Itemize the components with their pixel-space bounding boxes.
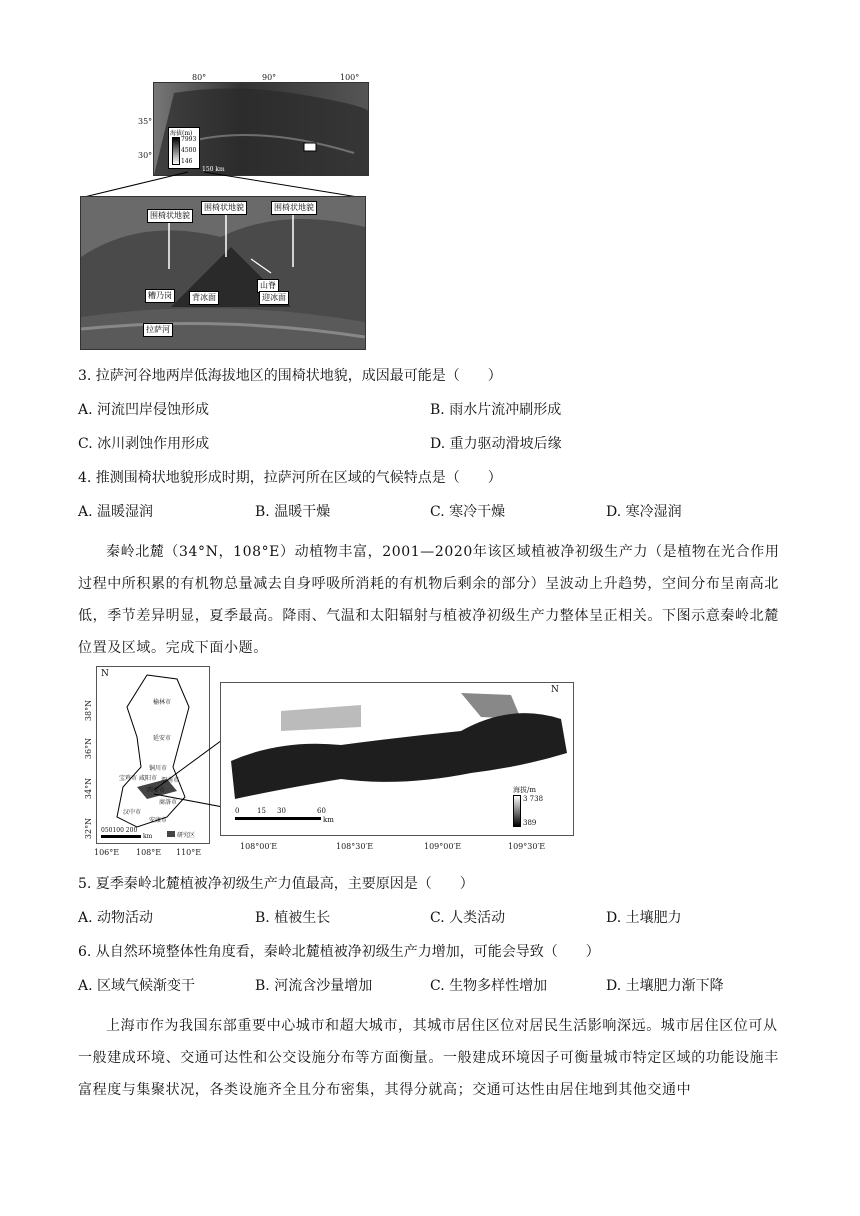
lon-tick: 80° [192,73,207,82]
scale-unit: km [143,833,153,840]
q6-option-d[interactable]: D. 土壤肥力渐下降 [606,978,724,994]
scale-bar [101,835,141,838]
elev-max: 3 738 [523,795,544,803]
city-hanzhong: 汉中市 [123,809,142,816]
question-5-stem: 5. 夏季秦岭北麓植被净初级生产力值最高，主要原因是（ ） [78,876,474,892]
lat-tick: 38°N [84,699,94,722]
lon-tick: 110°E [176,848,202,857]
north-arrow: N [101,669,109,679]
q5-option-b[interactable]: B. 植被生长 [255,910,331,926]
legend-mid: 4500 [181,147,197,154]
right-scale-bar [235,817,321,820]
q6-option-b[interactable]: B. 河流含沙量增加 [255,978,373,994]
elev-title: 海拔/m [513,786,536,794]
city-shangluo: 商洛市 [159,799,178,806]
lon-tick: 106°E [94,848,120,857]
right-lon-tick: 109°30′E [508,842,546,851]
q6-option-a[interactable]: A. 区域气候渐变干 [78,978,196,994]
legend-max: 7993 [181,136,197,143]
q3-option-b[interactable]: B. 雨水片流冲刷形成 [430,402,562,418]
q6-option-c[interactable]: C. 生物多样性增加 [430,978,548,994]
lat-tick: 30° [138,151,153,160]
q5-option-c[interactable]: C. 人类活动 [430,910,506,926]
q4-option-d[interactable]: D. 寒冷湿润 [606,504,682,520]
lat-tick: 36°N [84,737,94,760]
right-lon-tick: 108°00′E [240,842,278,851]
q5-option-d[interactable]: D. 土壤肥力 [606,910,682,926]
city-xian: 西安市 [147,787,166,794]
city-baoji: 宝鸡市 [119,775,138,782]
label-stoss-side: 迎冰面 [259,291,289,305]
q4-option-b[interactable]: B. 温暖干燥 [255,504,331,520]
q3-option-c[interactable]: C. 冰川剥蚀作用形成 [78,436,210,452]
legend-title: 海拔(m) [170,130,193,137]
legend-study-label: 研究区 [177,832,196,839]
figure-study-area-map [220,682,574,836]
label-armchair-2: 围椅状地貌 [201,201,247,215]
lat-tick: 34°N [84,777,94,800]
right-lon-tick: 108°30′E [336,842,374,851]
scale-numbers: 050100 200 [101,827,138,834]
city-yanan: 延安市 [153,735,172,742]
legend-study-swatch [167,831,175,837]
right-scale-60: 60 [317,807,326,815]
q5-option-a[interactable]: A. 动物活动 [78,910,154,926]
label-lee-side: 背冰面 [189,291,219,305]
label-armchair-3: 围椅状地貌 [271,201,317,215]
q3-option-a[interactable]: A. 河流凹岸侵蚀形成 [78,402,210,418]
elev-min: 389 [523,819,537,827]
scale-bar: 150 km [202,166,225,173]
city-ankang: 安康市 [149,817,168,824]
city-xianyang: 咸阳市 [139,775,158,782]
passage-qinling: 秦岭北麓（34°N，108°E）动植物丰富，2001—2020年该区域植被净初级生产力（是植物在光合作用过程中所积累的有机物总量减去自身呼吸所消耗的有机物后剩余的部分）呈波动上升趋势，空间分布呈南高北低，季节差异明显，夏季最高。降雨、气温和太阳辐射与植被净初级生产力整体呈正相关。下图示意秦岭北麓位置及区域。完成下面小题。 [78,544,780,656]
question-4-stem: 4. 推测围椅状地貌形成时期，拉萨河所在区域的气候特点是（ ） [78,470,502,486]
right-scale-15: 15 [257,807,266,815]
q4-option-c[interactable]: C. 寒冷干燥 [430,504,506,520]
q4-option-a[interactable]: A. 温暖湿润 [78,504,154,520]
label-lhasa-river: 拉萨河 [143,323,173,337]
right-scale-unit: km [323,816,334,824]
city-yulin: 榆林市 [153,699,172,706]
right-scale-0: 0 [235,807,240,815]
question-3-stem: 3. 拉萨河谷地两岸低海拔地区的围椅状地貌，成因最可能是（ ） [78,368,502,384]
lon-tick: 90° [262,73,277,82]
question-6-stem: 6. 从自然环境整体性角度看，秦岭北麓植被净初级生产力增加，可能会导致（ ） [78,944,600,960]
lat-tick: 32°N [84,817,94,840]
right-scale-30: 30 [277,807,286,815]
legend-min: 146 [181,158,193,165]
city-tongchuan: 铜川市 [149,765,168,772]
label-armchair-1: 围椅状地貌 [147,209,193,223]
zoom-connector-lines [78,160,378,200]
lat-tick: 35° [138,117,153,126]
lon-tick: 100° [340,73,360,82]
city-weinan: 渭南市 [161,777,180,784]
landform-shading [81,197,365,349]
q3-option-d[interactable]: D. 重力驱动滑坡后缘 [430,436,562,452]
label-zaonaigang: 糟乃岗 [145,289,175,303]
label-ridge: 山脊 [257,279,279,293]
figure-landform-photo [80,196,366,350]
right-lon-tick: 109°00′E [424,842,462,851]
north-arrow: N [551,685,559,695]
lon-tick: 108°E [136,848,162,857]
elev-ramp [513,795,521,827]
passage-shanghai: 上海市作为我国东部重要中心城市和超大城市，其城市居住区位对居民生活影响深远。城市居住区位可从一般建成环境、交通可达性和公交设施分布等方面衡量。一般建成环境因子可衡量城市特定区域的功能设施丰富程度与集聚状况，各类设施齐全且分布密集，其得分就高；交通可达性由居住地到其他交通中 [78,1018,779,1098]
